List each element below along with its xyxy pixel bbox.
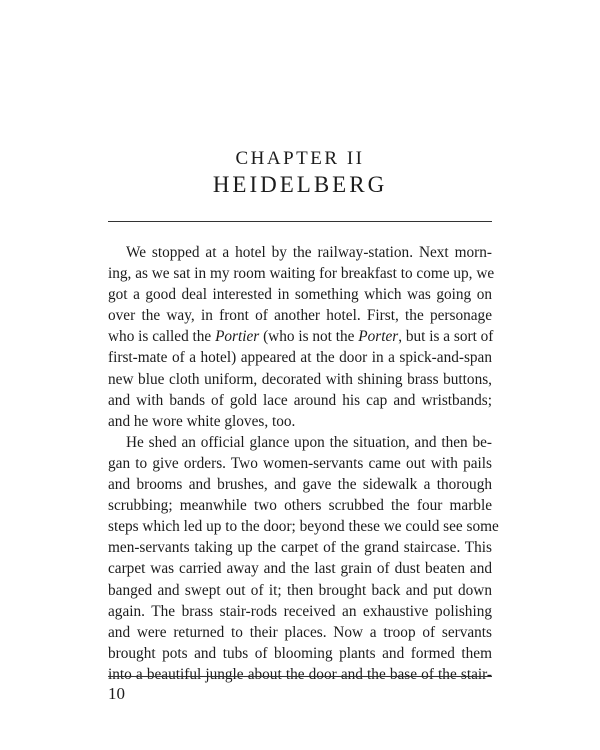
text-line: and with bands of gold lace around his cap and wristbands;: [108, 391, 492, 409]
text-line: men-servants taking up the carpet of the grand staircase. This: [108, 539, 492, 557]
text-line: and were returned to their places. Now a troop of servants: [108, 623, 492, 641]
text-line: got a good deal interested in something which was going on: [108, 286, 492, 304]
text-line: first-mate of a hotel) appeared at the door in a spick-and-span: [108, 349, 492, 367]
paragraph-1: [108, 242, 495, 432]
body-text: [108, 242, 499, 685]
text-line: brought pots and tubs of blooming plants and formed them: [108, 644, 492, 662]
text-line: We stopped at a hotel by the railway-station. Next morn-: [126, 244, 492, 261]
chapter-title: HEIDELBERG: [212, 172, 388, 197]
text-line: into a beautiful jungle about the door and the base of the stair-: [108, 665, 492, 683]
bottom-rule: [108, 676, 492, 677]
text-line: He shed an official glance upon the situation, and then be-: [126, 433, 492, 451]
text-line: ing, as we sat in my room waiting for breakfast to come up, we: [108, 265, 495, 283]
italic-term: Portier: [215, 328, 260, 346]
text-line: new blue cloth uniform, decorated with shining brass buttons,: [108, 370, 492, 388]
text-line: again. The brass stair-rods received an exhaustive polishing: [108, 602, 492, 620]
text-line: and brooms and brushes, and gave the sidewalk a thorough: [108, 476, 492, 494]
text-line: and he wore white gloves, too.: [108, 412, 296, 430]
text-line: carpet was carried away and the last grain of dust beaten and: [108, 560, 492, 578]
chapter-number: CHAPTER II: [235, 148, 365, 169]
page-number: 10: [108, 684, 125, 703]
paragraph-2: [108, 432, 499, 685]
text-line: banged and swept out of it; then brought back and put down: [108, 581, 492, 599]
text-line: over the way, in front of another hotel. First, the personage: [108, 307, 492, 325]
text-line: scrubbing; meanwhile two others scrubbed the four marble: [108, 497, 492, 515]
text-line: gan to give orders. Two women-servants came out with pails: [108, 454, 492, 472]
text-line: who is called the Portier (who is not the Porter, but is a sort of: [108, 328, 494, 346]
top-rule: [108, 221, 492, 222]
text-line: steps which led up to the door; beyond these we could see some: [108, 518, 499, 536]
italic-term: Porter: [358, 328, 399, 346]
